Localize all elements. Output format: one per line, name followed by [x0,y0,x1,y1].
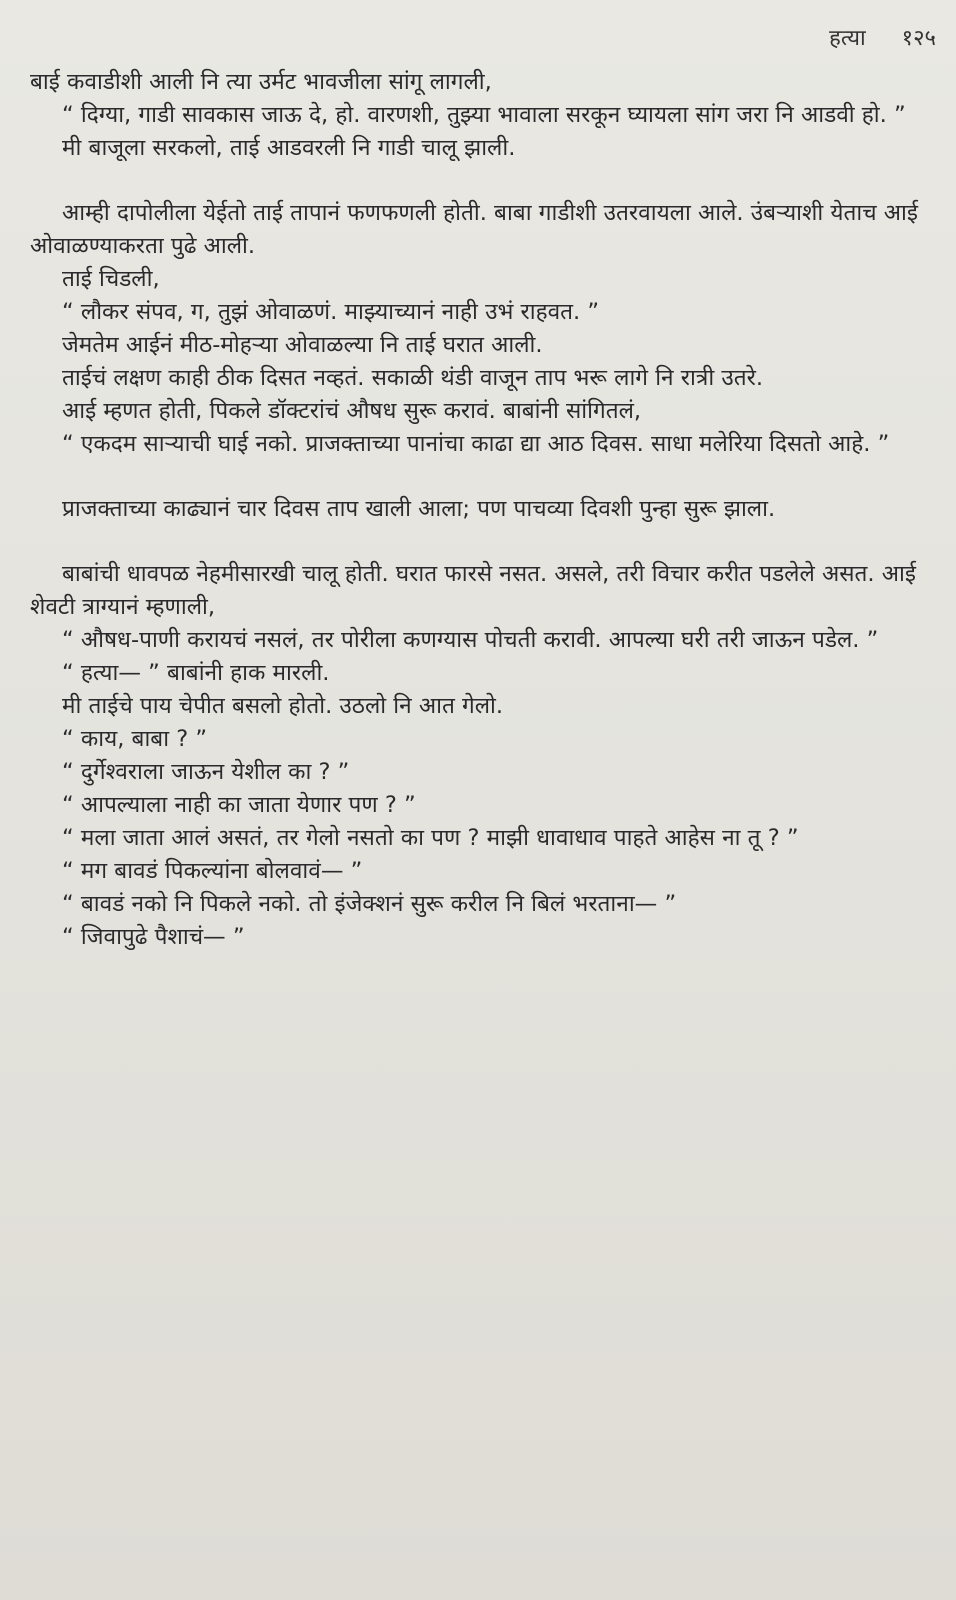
paragraph: “ दुर्गेश्वराला जाऊन येशील का ? ” [62,759,350,785]
running-head-title: हत्या [829,26,866,51]
paragraph: “ लौकर संपव, ग, तुझं ओवाळणं. माझ्याच्यानं नाही उभं राहवत. ” [62,299,600,325]
paragraph: मी ताईचे पाय चेपीत बसलो होतो. उठलो नि आत गेलो. [62,693,504,719]
paragraph: जेमतेम आईनं मीठ-मोहऱ्या ओवाळल्या नि ताई घरात आली. [62,332,543,358]
paragraph: “ जिवापुढे पैशाचं— ” [62,924,245,950]
paragraph: बाबांची धावपळ नेहमीसारखी चालू होती. घरात फारसे नसत. असले, तरी विचार करीत पडलेले असत. आई शेवटी त्राग्यानं म्हणाली, [30,561,916,620]
paragraph: प्राजक्ताच्या काढ्यानं चार दिवस ताप खाली आला; पण पाचव्या दिवशी पुन्हा सुरू झाला. [62,496,776,522]
paragraph: बाई कवाडीशी आली नि त्या उर्मट भावजीला सांगू लागली, [30,69,492,95]
page-body [30,66,935,954]
paragraph: “ औषध-पाणी करायचं नसलं, तर पोरीला कणग्यास पोचती करावी. आपल्या घरी तरी जाऊन पडेल. ” [62,627,879,653]
section-break [30,461,935,493]
paragraph: आम्ही दापोलीला येईतो ताई तापानं फणफणली होती. बाबा गाडीशी उतरवायला आले. उंबऱ्याशी येताच आई ओवाळण्याकरता पुढे आली. [30,200,918,259]
paragraph: “ हत्या— ” बाबांनी हाक मारली. [62,660,330,686]
paragraph: मी बाजूला सरकलो, ताई आडवरली नि गाडी चालू झाली. [62,135,516,161]
paragraph: “ मला जाता आलं असतं, तर गेलो नसतो का पण ? माझी धावाधाव पाहते आहेस ना तू ? ” [62,825,799,851]
paragraph: “ दिग्या, गाडी सावकास जाऊ दे, हो. वारणशी, तुझ्या भावाला सरकून घ्यायला सांग जरा नि आडवी हो. ” [62,102,906,128]
paragraph: ताई चिडली, [62,266,160,292]
running-head [829,22,936,52]
paragraph: “ आपल्याला नाही का जाता येणार पण ? ” [62,792,416,818]
paragraph: ताईचं लक्षण काही ठीक दिसत नव्हतं. सकाळी थंडी वाजून ताप भरू लागे नि रात्री उतरे. [62,365,764,391]
section-break [30,165,935,197]
paragraph: आई म्हणत होती, पिकले डॉक्टरांचं औषध सुरू करावं. बाबांनी सांगितलं, [62,398,642,424]
paragraph: “ मग बावडं पिकल्यांना बोलवावं— ” [62,858,363,884]
page-number: १२५ [901,26,936,51]
paragraph: “ काय, बाबा ? ” [62,726,208,752]
paragraph: “ बावडं नको नि पिकले नको. तो इंजेक्शनं सुरू करील नि बिलं भरताना— ” [62,891,677,917]
section-break [30,526,935,558]
paragraph: “ एकदम साऱ्याची घाई नको. प्राजक्ताच्या पानांचा काढा द्या आठ दिवस. साधा मलेरिया दिसतो आहे. ” [62,431,890,457]
